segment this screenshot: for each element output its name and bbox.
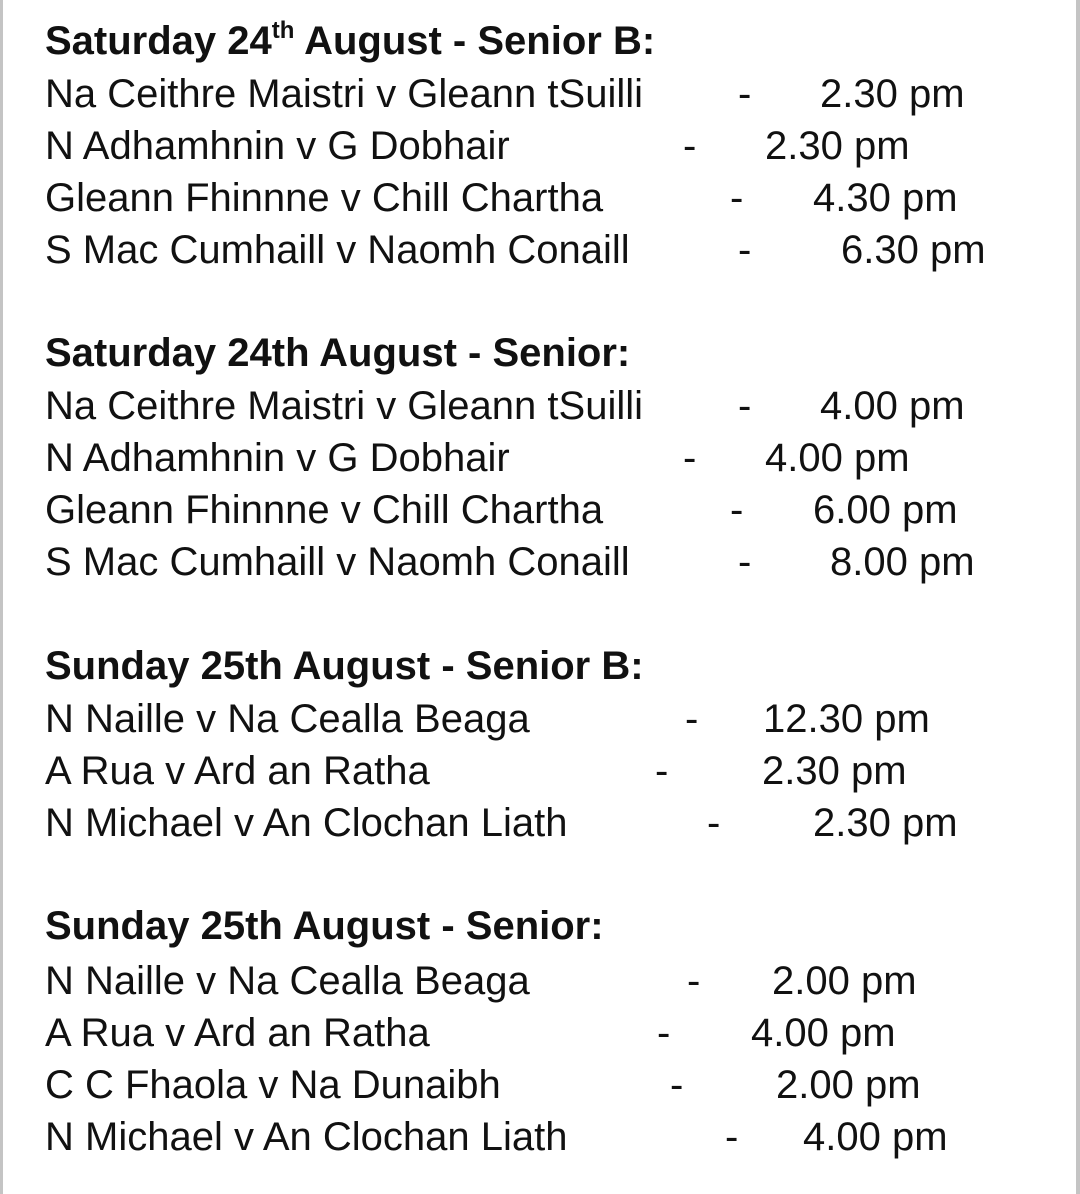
fixture-row xyxy=(45,432,1045,484)
fixture-dash: - xyxy=(707,801,721,845)
fixture-teams: Na Ceithre Maistri v Gleann tSuilli xyxy=(45,72,643,116)
fixture-dash: - xyxy=(687,959,701,1003)
fixture-dash: - xyxy=(730,488,744,532)
fixture-time: 8.00 pm xyxy=(830,540,975,584)
fixture-time: 2.30 pm xyxy=(820,72,965,116)
fixture-teams: Gleann Fhinnne v Chill Chartha xyxy=(45,176,604,220)
fixture-teams: A Rua v Ard an Ratha xyxy=(45,1011,430,1055)
fixture-time: 4.00 pm xyxy=(765,436,910,480)
fixture-row xyxy=(45,955,1045,1007)
fixture-dash: - xyxy=(738,72,752,116)
fixture-time: 4.00 pm xyxy=(820,384,965,428)
section-heading: Sunday 25th August - Senior B: xyxy=(45,644,644,688)
fixture-time: 2.30 pm xyxy=(762,749,907,793)
fixture-row xyxy=(45,224,1045,276)
fixture-teams: S Mac Cumhaill v Naomh Conaill xyxy=(45,540,630,584)
fixture-time: 6.30 pm xyxy=(841,228,986,272)
fixture-time: 2.00 pm xyxy=(776,1063,921,1107)
fixture-dash: - xyxy=(685,697,699,741)
fixture-time: 12.30 pm xyxy=(763,697,930,741)
fixture-time: 6.00 pm xyxy=(813,488,958,532)
fixture-teams: N Adhamhnin v G Dobhair xyxy=(45,124,510,168)
fixture-row xyxy=(45,1059,1045,1111)
fixture-row xyxy=(45,68,1045,120)
fixture-row xyxy=(45,1007,1045,1059)
fixture-row xyxy=(45,536,1045,588)
fixture-dash: - xyxy=(725,1115,739,1159)
left-border xyxy=(0,0,3,1194)
fixture-teams: S Mac Cumhaill v Naomh Conaill xyxy=(45,228,630,272)
right-border xyxy=(1076,0,1080,1194)
fixture-dash: - xyxy=(683,124,697,168)
section-heading: Saturday 24th August - Senior: xyxy=(45,331,631,375)
section-heading: Sunday 25th August - Senior: xyxy=(45,904,604,948)
fixture-teams: N Michael v An Clochan Liath xyxy=(45,1115,568,1159)
fixture-time: 2.30 pm xyxy=(813,801,958,845)
fixture-row xyxy=(45,797,1045,849)
fixture-row xyxy=(45,380,1045,432)
fixture-teams: A Rua v Ard an Ratha xyxy=(45,749,430,793)
fixture-dash: - xyxy=(657,1011,671,1055)
section-heading: Saturday 24th August - Senior B: xyxy=(45,17,656,63)
fixture-dash: - xyxy=(655,749,669,793)
fixture-time: 4.00 pm xyxy=(803,1115,948,1159)
fixture-row xyxy=(45,172,1045,224)
fixture-dash: - xyxy=(738,384,752,428)
fixture-teams: N Naille v Na Cealla Beaga xyxy=(45,697,530,741)
fixture-time: 2.00 pm xyxy=(772,959,917,1003)
fixture-teams: N Adhamhnin v G Dobhair xyxy=(45,436,510,480)
fixture-teams: Gleann Fhinnne v Chill Chartha xyxy=(45,488,604,532)
fixture-teams: Na Ceithre Maistri v Gleann tSuilli xyxy=(45,384,643,428)
fixture-dash: - xyxy=(738,540,752,584)
fixture-row xyxy=(45,484,1045,536)
fixture-dash: - xyxy=(730,176,744,220)
fixture-teams: N Naille v Na Cealla Beaga xyxy=(45,959,530,1003)
fixture-row xyxy=(45,1111,1045,1163)
fixture-row xyxy=(45,120,1045,172)
fixture-row xyxy=(45,693,1045,745)
fixture-dash: - xyxy=(738,228,752,272)
fixture-time: 4.30 pm xyxy=(813,176,958,220)
fixture-row xyxy=(45,745,1045,797)
fixture-dash: - xyxy=(683,436,697,480)
fixture-teams: C C Fhaola v Na Dunaibh xyxy=(45,1063,501,1107)
fixture-dash: - xyxy=(670,1063,684,1107)
fixture-time: 2.30 pm xyxy=(765,124,910,168)
fixture-time: 4.00 pm xyxy=(751,1011,896,1055)
fixture-teams: N Michael v An Clochan Liath xyxy=(45,801,568,845)
